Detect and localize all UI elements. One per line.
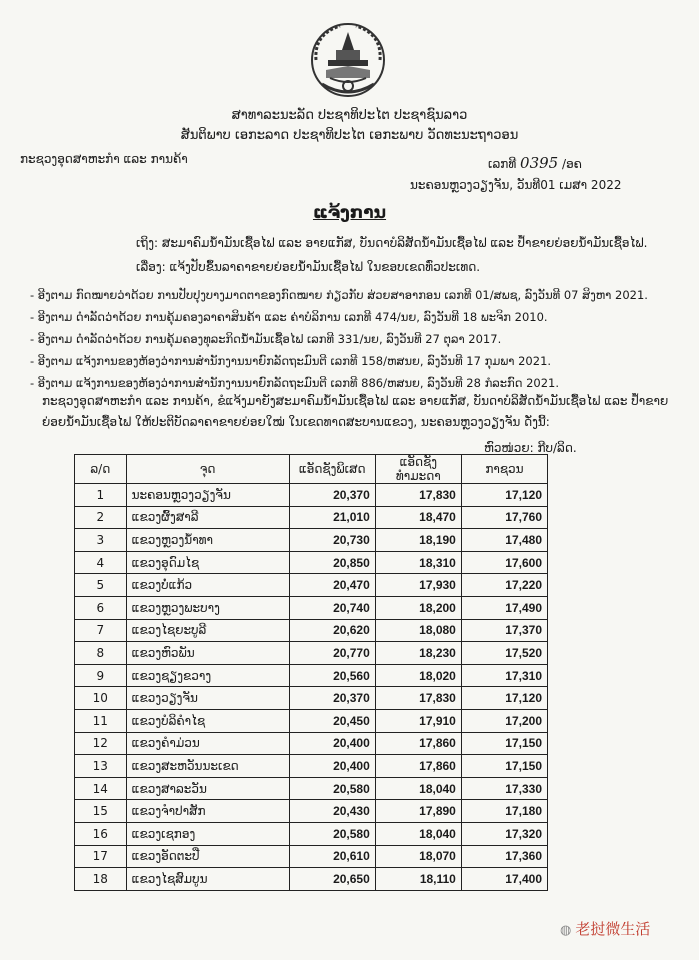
country-name: ສາທາລະນະລັດ ປະຊາທິປະໄຕ ປະຊາຊົນລາວ (231, 108, 468, 123)
row-diesel-price: 17,220 (461, 574, 547, 597)
body-paragraph: ກະຊວງອຸດສາຫະກຳ ແລະ ການຄ້າ, ຂໍແຈ້ງມາຍັງສະມາຄົມນ້ຳມັນເຊື້ອໄຟ ແລະ ອາຍແກັສ, ບັນດາບໍລິສັດນ້ຳມັນເຊື້ອໄຟ ແລະ ປ້ຳຂາຍຍ່ອຍນ້ຳມັນເຊື້ອໄຟ ໃຫ້ປະຕິບັດລາຄາຂາຍຍ່ອຍໃໝ່ ໃນເຂດທາດສະບານແຂວງ, ນະຄອນຫຼວງວຽງຈັນ ດັ່ງນີ້: (42, 394, 669, 429)
row-premium-price: 20,450 (289, 709, 375, 732)
row-no: 10 (75, 687, 127, 710)
row-no: 1 (75, 484, 127, 507)
reference-item: - ອີງຕາມ ແຈ້ງການຂອງຫ້ອງວ່າການສຳນັກງານນາຍົກລັດຖະມົນຕີ ເລກທີ 886/ຫສນຍ, ລົງວັນທີ 28 ກໍລະກົດ 2021. (30, 376, 560, 390)
row-no: 3 (75, 529, 127, 552)
doc-number-value: 0395 (520, 154, 559, 172)
subject-line: ເລື່ອງ: ແຈ້ງປັບຂຶ້ນລາຄາຂາຍຍ່ອຍນ້ຳມັນເຊື້ອໄຟ ໃນຂອບເຂດທົ່ວປະເທດ. (136, 260, 481, 274)
reference-item: - ອີງຕາມ ດຳລັດວ່າດ້ວຍ ການຄຸ້ມຄອງທຸລະກິດນ້ຳມັນເຊື້ອໄຟ ເລກທີ 331/ນຍ, ລົງວັນທີ 27 ຕຸລາ 2017. (30, 332, 502, 346)
row-no: 16 (75, 822, 127, 845)
row-diesel-price: 17,360 (461, 845, 547, 868)
row-location: ແຂວງຜົ້ງສາລີ (126, 506, 289, 529)
table-row (75, 755, 548, 778)
row-no: 6 (75, 596, 127, 619)
row-diesel-price: 17,330 (461, 777, 547, 800)
row-no: 13 (75, 755, 127, 778)
table-row (75, 551, 548, 574)
row-no: 9 (75, 664, 127, 687)
row-regular-price: 18,020 (375, 664, 461, 687)
row-location: ແຂວງບໍລິຄຳໄຊ (126, 709, 289, 732)
reference-item: - ອີງຕາມ ກົດໝາຍວ່າດ້ວຍ ການປັບປຸງບາງມາດຕາຂອງກົດໝາຍ ກ່ຽວກັບ ສ່ວຍສາອາກອນ ເລກທີ 01/ສພຊ, ລົງວັນທີ 07 ສິງຫາ 2021. (30, 288, 648, 302)
row-location: ແຂວງສາລະວັນ (126, 777, 289, 800)
row-location: ແຂວງໄຊຍະບູລີ (126, 619, 289, 642)
table-row (75, 664, 548, 687)
row-regular-price: 17,860 (375, 732, 461, 755)
row-premium-price: 20,610 (289, 845, 375, 868)
table-row (75, 529, 548, 552)
row-location: ແຂວງຫຼວງນ້ຳທາ (126, 529, 289, 552)
doc-number-label: ເລກທີ (488, 157, 517, 171)
row-location: ແຂວງເຊກອງ (126, 822, 289, 845)
row-no: 2 (75, 506, 127, 529)
row-location: ແຂວງອັດຕະປື (126, 845, 289, 868)
row-premium-price: 20,650 (289, 868, 375, 891)
table-row (75, 822, 548, 845)
row-premium-price: 20,430 (289, 800, 375, 823)
row-regular-price: 18,200 (375, 596, 461, 619)
place-date: ນະຄອນຫຼວງວຽງຈັນ, ວັນທີ01 ເມສາ 2022 (410, 178, 622, 192)
header-no: ລ/ດ (75, 455, 127, 484)
row-diesel-price: 17,310 (461, 664, 547, 687)
row-regular-price: 18,070 (375, 845, 461, 868)
row-diesel-price: 17,760 (461, 506, 547, 529)
row-no: 4 (75, 551, 127, 574)
row-location: ແຂວງອຸດົມໄຊ (126, 551, 289, 574)
row-no: 17 (75, 845, 127, 868)
row-location: ແຂວງຊຽງຂວາງ (126, 664, 289, 687)
row-premium-price: 20,580 (289, 777, 375, 800)
row-regular-price: 17,830 (375, 484, 461, 507)
ministry-name: ກະຊວງອຸດສາຫະກຳ ແລະ ການຄ້າ (20, 152, 188, 166)
row-diesel-price: 17,490 (461, 596, 547, 619)
row-diesel-price: 17,150 (461, 732, 547, 755)
national-motto: ສັນຕິພາບ ເອກະລາດ ປະຊາທິປະໄຕ ເອກະພາບ ວັດທະນະຖາວອນ (180, 128, 519, 143)
row-premium-price: 20,850 (289, 551, 375, 574)
table-row (75, 574, 548, 597)
row-premium-price: 20,730 (289, 529, 375, 552)
row-no: 18 (75, 868, 127, 891)
row-regular-price: 18,040 (375, 822, 461, 845)
row-regular-price: 17,910 (375, 709, 461, 732)
row-premium-price: 20,740 (289, 596, 375, 619)
table-row (75, 484, 548, 507)
row-premium-price: 20,370 (289, 687, 375, 710)
row-premium-price: 20,400 (289, 732, 375, 755)
table-row (75, 506, 548, 529)
table-row (75, 596, 548, 619)
row-regular-price: 18,190 (375, 529, 461, 552)
row-premium-price: 20,580 (289, 822, 375, 845)
references-list (30, 284, 648, 394)
row-diesel-price: 17,120 (461, 484, 547, 507)
row-premium-price: 20,620 (289, 619, 375, 642)
table-body (75, 484, 548, 891)
row-premium-price: 20,770 (289, 642, 375, 665)
row-location: ແຂວງໄຊສົມບູນ (126, 868, 289, 891)
row-diesel-price: 17,150 (461, 755, 547, 778)
row-no: 7 (75, 619, 127, 642)
reference-item: - ອີງຕາມ ດຳລັດວ່າດ້ວຍ ການຄຸ້ມຄອງລາຄາສິນຄ້າ ແລະ ຄ່າບໍລິການ ເລກທີ 474/ນຍ, ລົງວັນທີ 18 ພະຈິກ 2010. (30, 310, 548, 324)
row-regular-price: 18,310 (375, 551, 461, 574)
row-regular-price: 18,230 (375, 642, 461, 665)
fuel-price-table (74, 454, 548, 891)
row-no: 8 (75, 642, 127, 665)
table-row (75, 845, 548, 868)
row-premium-price: 20,400 (289, 755, 375, 778)
row-no: 11 (75, 709, 127, 732)
row-location: ແຂວງບໍ່ແກ້ວ (126, 574, 289, 597)
row-premium-price: 20,560 (289, 664, 375, 687)
row-diesel-price: 17,600 (461, 551, 547, 574)
document-number (488, 154, 582, 172)
header-diesel: ກາຊວນ (461, 455, 547, 484)
unit-label: ຫົວໜ່ວຍ: ກີບ/ລິດ. (484, 441, 577, 455)
row-location: ແຂວງຄຳມ່ວນ (126, 732, 289, 755)
row-no: 14 (75, 777, 127, 800)
table-row (75, 868, 548, 891)
table-row (75, 687, 548, 710)
row-location: ແຂວງຫຼວງພະບາງ (126, 596, 289, 619)
table-row (75, 800, 548, 823)
row-no: 15 (75, 800, 127, 823)
table-row (75, 777, 548, 800)
document-title: ແຈ້ງການ (312, 203, 387, 223)
row-diesel-price: 17,370 (461, 619, 547, 642)
row-location: ແຂວງສະຫວັນນະເຂດ (126, 755, 289, 778)
row-location: ແຂວງຫົວພັນ (126, 642, 289, 665)
reference-item: - ອີງຕາມ ແຈ້ງການຂອງຫ້ອງວ່າການສຳນັກງານນາຍົກລັດຖະມົນຕີ ເລກທີ 158/ຫສນຍ, ລົງວັນທີ 17 ກຸມພາ 2021. (30, 354, 552, 368)
row-premium-price: 21,010 (289, 506, 375, 529)
national-emblem-icon (300, 20, 396, 100)
row-diesel-price: 17,480 (461, 529, 547, 552)
row-regular-price: 18,040 (375, 777, 461, 800)
row-diesel-price: 17,320 (461, 822, 547, 845)
table-row (75, 732, 548, 755)
wechat-icon: ◍ (560, 923, 572, 938)
row-diesel-price: 17,400 (461, 868, 547, 891)
row-regular-price: 17,890 (375, 800, 461, 823)
watermark-text: 老挝微生活 (575, 920, 651, 938)
header-regular-gasoline: ແອັດຊັງທຳມະດາ (375, 455, 461, 484)
row-no: 12 (75, 732, 127, 755)
row-location: ແຂວງຈຳປາສັກ (126, 800, 289, 823)
row-location: ນະຄອນຫຼວງວຽງຈັນ (126, 484, 289, 507)
row-diesel-price: 17,120 (461, 687, 547, 710)
row-diesel-price: 17,520 (461, 642, 547, 665)
doc-number-suffix: /ອຄ (562, 157, 582, 171)
row-regular-price: 18,110 (375, 868, 461, 891)
row-diesel-price: 17,200 (461, 709, 547, 732)
row-location: ແຂວງວຽງຈັນ (126, 687, 289, 710)
table-header-row (75, 455, 548, 484)
watermark (560, 918, 650, 939)
row-premium-price: 20,370 (289, 484, 375, 507)
recipient-line: ເຖິງ: ສະມາຄົມນ້ຳມັນເຊື້ອໄຟ ແລະ ອາຍແກັສ, ບັນດາບໍລິສັດນ້ຳມັນເຊື້ອໄຟ ແລະ ປ້ຳຂາຍຍ່ອຍນ້ຳມັນເຊື້ອໄຟ. (136, 236, 648, 250)
row-regular-price: 17,830 (375, 687, 461, 710)
row-premium-price: 20,470 (289, 574, 375, 597)
row-regular-price: 18,470 (375, 506, 461, 529)
header-premium-gasoline: ແອັດຊັງພິເສດ (289, 455, 375, 484)
row-regular-price: 17,860 (375, 755, 461, 778)
row-diesel-price: 17,180 (461, 800, 547, 823)
table-row (75, 619, 548, 642)
row-no: 5 (75, 574, 127, 597)
table-row (75, 709, 548, 732)
row-regular-price: 18,080 (375, 619, 461, 642)
header-location: ຈຸດ (126, 455, 289, 484)
table-row (75, 642, 548, 665)
row-regular-price: 17,930 (375, 574, 461, 597)
